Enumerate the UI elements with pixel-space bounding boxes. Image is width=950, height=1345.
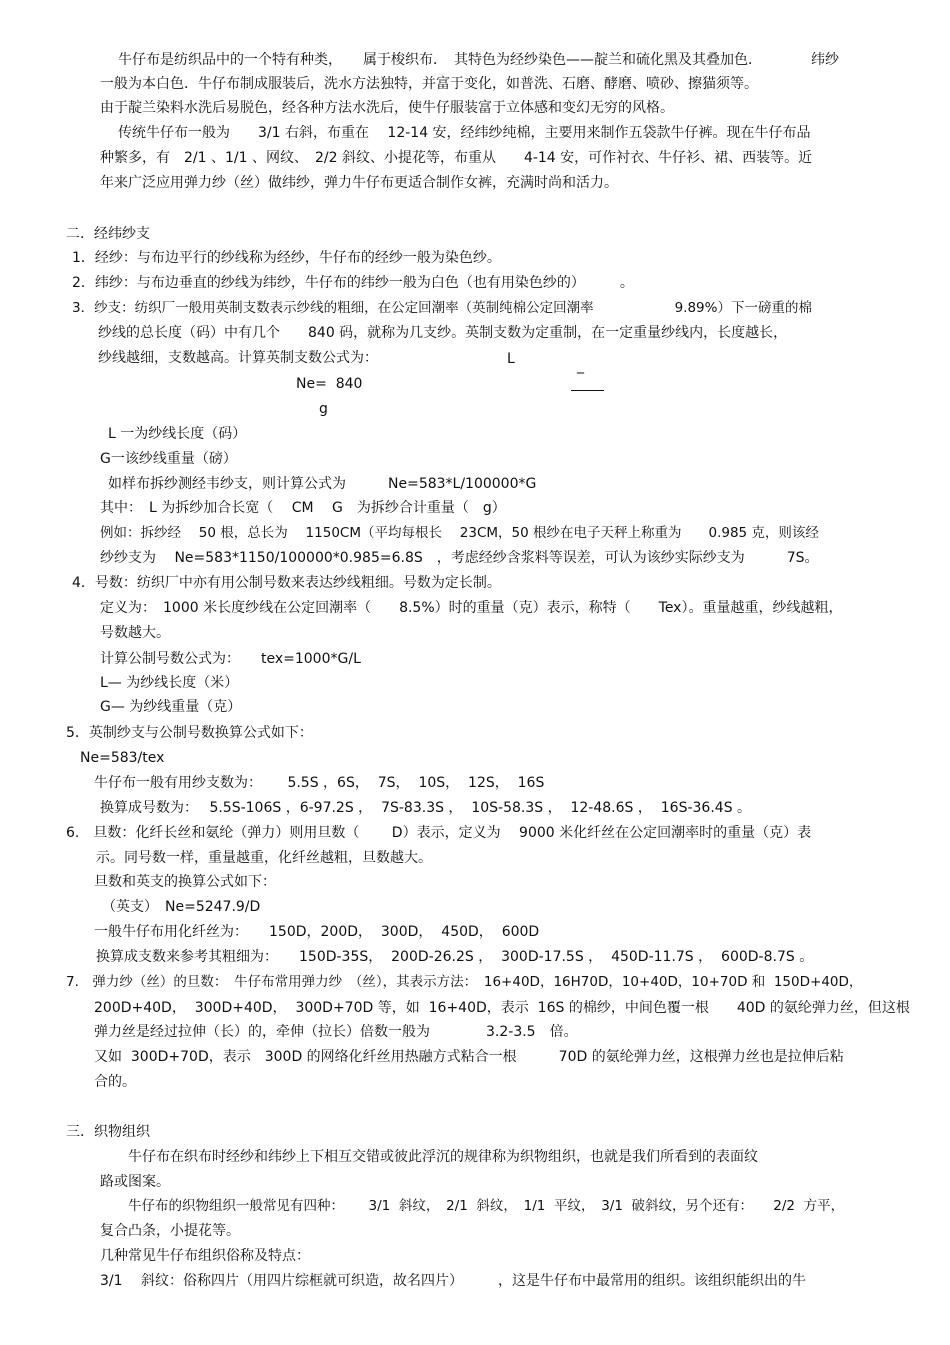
- section2-item6-line2: 示。同号数一样，重量越重，化纤丝越粗，旦数越大。: [96, 850, 432, 866]
- section3-line3: 牛仔布的织物组织一般常见有四种： 3/1 斜纹， 2/1 斜纹， 1/1 平纹， 3/1 破斜纹，另个还有： 2/2 方平，: [128, 1198, 845, 1214]
- section2-item6-line3: 旦数和英支的换算公式如下：: [94, 874, 276, 890]
- section2-item5-line1: 5．英制纱支与公制号数换算公式如下：: [66, 725, 313, 741]
- formula-dash: _: [577, 358, 584, 374]
- intro-p2-line3: 年来广泛应用弹力纱（丝）做纬纱，弹力牛仔布更适合制作女裤，充满时尚和活力。: [100, 175, 618, 191]
- def-sample-formula: 如样布拆纱测经韦纱支，则计算公式为 Ne=583*L/100000*G: [108, 476, 537, 492]
- section3-line4: 复合凸条，小提花等。: [100, 1223, 240, 1239]
- intro-p1-line1: 牛仔布是纺织品中的一个特有种类， 属于梭织布． 其特色为经纱染色——靛兰和硫化黑及其叠加色． 纬纱: [118, 52, 839, 68]
- section2-heading: 二．经纬纱支: [66, 226, 150, 242]
- section2-item4-line3: 号数越大。: [100, 625, 170, 641]
- section3-line2: 路或图案。: [100, 1174, 170, 1190]
- section2-item3-line1: 3．纱支：纺织厂一般用英制支数表示纱线的粗细，在公定回潮率（英制纯棉公定回潮率 9.89%）下一磅重的棉: [72, 300, 812, 316]
- formula-g: g: [319, 401, 328, 417]
- def-L: L 一为纱线长度（码）: [108, 426, 247, 442]
- section2-item2: 2．纬纱：与布边垂直的纱线为纬纱，牛仔布的纬纱一般为白色（也有用染色纱的） 。: [72, 275, 634, 291]
- intro-p2-line1: 传统牛仔布一般为 3/1 右斜，布重在 12-14 安，经纬纱纯棉，主要用来制作五袋款牛仔裤。现在牛仔布品: [118, 125, 811, 141]
- section2-item7-line5: 合的。: [94, 1074, 136, 1090]
- def-example-line2: 纱纱支为 Ne=583*1150/100000*0.985=6.8S ，考虑经纱含浆料等误差，可认为该纱实际纱支为 7S。: [100, 550, 819, 566]
- section3-line1: 牛仔布在织布时经纱和纬纱上下相互交错或彼此浮沉的规律称为织物组织，也就是我们所看到的表面纹: [128, 1149, 758, 1165]
- section2-item5-line3: 牛仔布一般有用纱支数为： 5.5S ，6S， 7S， 10S， 12S， 16S: [94, 775, 545, 791]
- section2-item3-line2: 纱线的总长度（码）中有几个 840 码，就称为几支纱。英制支数为定重制，在一定重量纱线内，长度越长，: [98, 325, 788, 341]
- def-example-line1: 例如：拆纱经 50 根，总长为 1150CM（平均每根长 23CM，50 根纱在电子天秤上称重为 0.985 克，则该经: [100, 525, 819, 541]
- section2-item7-line2: 200D+40D， 300D+40D， 300D+70D 等，如 16+40D，表示 16S 的棉纱，中间色覆一根 40D 的氨纶弹力丝，但这根: [94, 1000, 910, 1016]
- section2-item4-line1: 4．号数：纺织厂中亦有用公制号数来表达纱线粗细。号数为定长制。: [72, 575, 501, 591]
- section2-item4-line4: 计算公制号数公式为： tex=1000*G/L: [100, 651, 361, 667]
- section2-item6-line5: 一般牛仔布用化纤丝为： 150D，200D， 300D， 450D， 600D: [94, 924, 540, 940]
- def-G: G一该纱线重量（磅）: [100, 451, 237, 467]
- intro-p2-line2: 种繁多，有 2/1 、1/1 、网纹、 2/2 斜纹、小提花等，布重从 4-14 安，可作衬衣、牛仔衫、裙、西装等。近: [100, 150, 813, 166]
- section2-item6-line4: （英支） Ne=5247.9/D: [102, 899, 261, 915]
- formula-L: L: [507, 351, 515, 367]
- formula-ne: Ne= 840: [296, 376, 363, 392]
- section2-item7-line3: 弹力丝是经过拉伸（长）的，牵伸（拉长）倍数一般为 3.2-3.5 倍。: [94, 1024, 578, 1040]
- section2-item6-line1: 6. 旦数：化纤长丝和氨纶（弹力）则用旦数（ D）表示，定义为 9000 米化纤丝在公定回潮率时的重量（克）表: [66, 825, 812, 841]
- section2-item7-line4: 又如 300D+70D，表示 300D 的网络化纤丝用热融方式粘合一根 70D 的氨纶弹力丝，这根弹力丝也是拉伸后粘: [94, 1049, 844, 1065]
- def-where: 其中： L 为拆纱加合长宽（ CM G 为拆纱合计重量（ g）: [100, 500, 506, 516]
- section2-item5-line4: 换算成号数为： 5.5S-106S ，6-97.2S ， 7S-83.3S ， 10S-58.3S ， 12-48.6S ， 16S-36.4S 。: [100, 800, 752, 816]
- section2-item3-line3: 纱线越细，支数越高。计算英制支数公式为：: [98, 350, 378, 366]
- section3-line6: 3/1 斜纹：俗称四片（用四片综框就可织造，故名四片） ，这是牛仔布中最常用的组织。该组织能织出的牛: [100, 1273, 806, 1289]
- section2-item7-line1: 7. 弹力纱（丝）的旦数： 牛仔布常用弹力纱 （丝），其表示方法： 16+40D，16H70D，10+40D，10+70D 和 150D+40D，: [66, 974, 863, 990]
- section2-item1: 1．经纱：与布边平行的纱线称为经纱，牛仔布的经纱一般为染色纱。: [72, 250, 501, 266]
- section2-item4-line5: L— 为纱线长度（米）: [100, 675, 239, 691]
- section3-line5: 几种常见牛仔布组织俗称及特点：: [100, 1248, 310, 1264]
- section2-item4-line2: 定义为： 1000 米长度纱线在公定回潮率（ 8.5%）时的重量（克）表示，称特（ Tex）。重量越重，纱线越粗，: [100, 600, 843, 616]
- formula-fraction-bar: [571, 390, 604, 391]
- intro-p1-line3: 由于靛兰染料水洗后易脱色，经各种方法水洗后，使牛仔服装富于立体感和变幻无穷的风格。: [100, 100, 674, 116]
- section3-heading: 三．织物组织: [66, 1124, 150, 1140]
- section2-item6-line6: 换算成支数来参考其粗细为： 150D-35S， 200D-26.2S ， 300D-17.5S ， 450D-11.7S ， 600D-8.7S 。: [96, 949, 814, 965]
- intro-p1-line2: 一般为本白色．牛仔布制成服装后，洗水方法独特，并富于变化，如普洗、石磨、酵磨、喷砂、擦猫须等。: [100, 76, 758, 92]
- section2-item5-line2: Ne=583/tex: [80, 750, 165, 766]
- section2-item4-line6: G— 为纱线重量（克）: [100, 699, 242, 715]
